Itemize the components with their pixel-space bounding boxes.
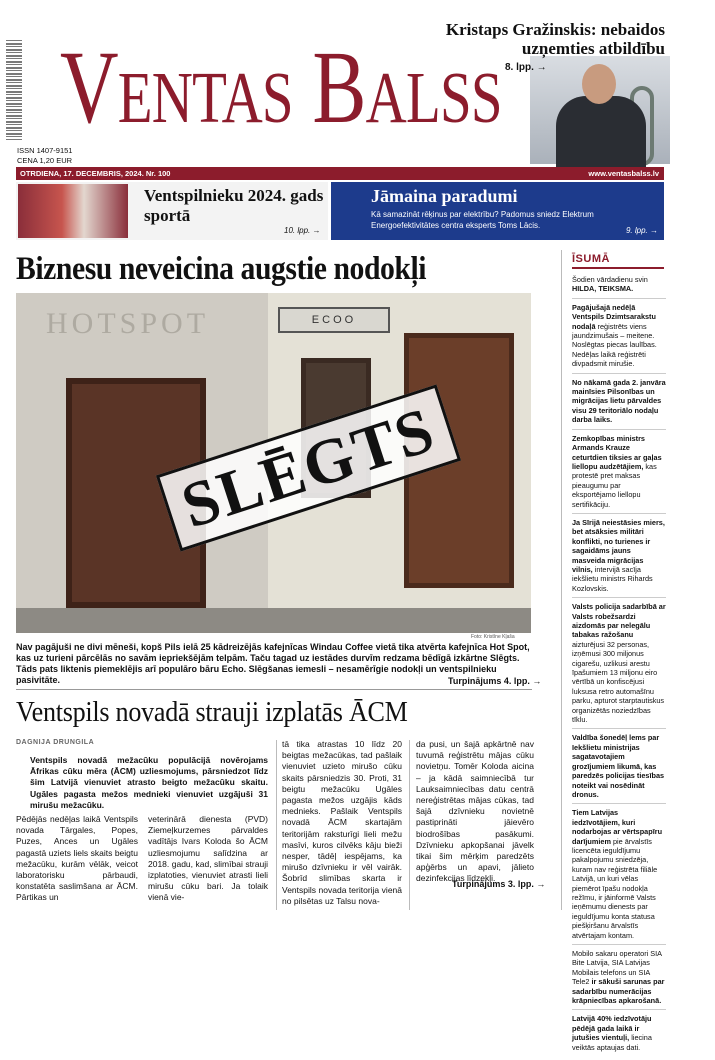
brief-bold-text: No nākamā gada 2. janvāra mainīsies Pilsonības un migrācijas lietu pārvaldes visu 29 teritoriālo nodaļu darba laiks. — [572, 377, 666, 425]
article-column-2: veterinārā dienesta (PVD) Ziemeļkurzemes pārvaldes vadītājs Ivars Koloda šo ĀCM uzliesmojumu salīdzina ar 2018. gadu, kad, slimībai strauji izplatoties, vienuviet atrasti lieli mirušu cūku bari. Ja tolaik vienā vie- — [148, 814, 268, 903]
brief-text: Šodien vārdadienu svin — [572, 275, 648, 284]
photo-credit: Foto: Kristīne Kļaša — [471, 634, 515, 640]
habits-teaser-page: 9. lpp. → — [625, 226, 658, 235]
issue-date: OTRDIENA, 17. DECEMBRIS, 2024. Nr. 100 — [20, 169, 171, 178]
second-lead: Ventspils novadā mežacūku populācijā novērojams Āfrikas cūku mēra (ĀCM) uzliesmojums, pārsniedzot līdz šim Latvijā vienuviet atrasto beigto mežacūku skaitu. Ugāles pagasta mežos mednieki vienuviet uzgājuši 31 mirušu mežacūku. — [30, 755, 268, 810]
news-brief-item[interactable] — [572, 1014, 666, 1056]
brief-bold-text: Zemkopības ministrs Armands Krauze ceturtdien tiksies ar gaļas liellopu audzētājiem, — [572, 433, 662, 471]
habits-teaser-text: Kā samazināt rēķinus par elektrību? Padomus sniedz Elektrum Energoefektivitātes centra eksperts Toms Lācis. — [371, 210, 594, 230]
website-link[interactable]: www.ventasbalss.lv — [588, 169, 659, 178]
lead-headline[interactable]: Biznesu neveicina augstie nodokļi — [16, 251, 427, 287]
news-brief-item[interactable] — [572, 602, 666, 729]
promo-headline[interactable]: Kristaps Gražinskis: nebaidos uzņemties atbildību — [445, 20, 665, 58]
article-column-1: Pēdējās nedēļas laikā Ventspils novada Tārgales, Popes, Puzes, Ances un Ugāles pagastā uziets liels skaits beigtu mežacūku, kurām vēlāk, veicot laboratorisku pārbaudi, konstatēta saslimšana ar ĀCM. Pārtikas un — [16, 814, 138, 903]
brief-text: reģistrēts viens jaundzimušais – meitene. Noslēgtas piecas laulības. Nedēļas laikā reģistrēti divpadsmit mirušie. — [572, 321, 657, 369]
closed-stamp: SLĒGTS — [156, 384, 461, 551]
section-divider — [16, 689, 532, 690]
sport-teaser-title: Ventspilnieku 2024. gads sportā — [144, 186, 324, 225]
sport-teaser[interactable] — [16, 182, 328, 240]
brief-bold-text: Pagājušajā nedēļā Ventspils Dzimtsarakstu nodaļā — [572, 302, 656, 331]
lead-continued-link[interactable]: Turpinājums 4. lpp. → — [448, 676, 542, 686]
barcode — [6, 40, 22, 140]
column-rule — [409, 740, 410, 910]
news-brief-item[interactable] — [572, 733, 666, 804]
date-bar — [16, 167, 664, 180]
article-column-4: da pusi, un šajā apkārtnē nav tuvumā reģistrētu mājas cūku novietņu. Tomēr Koloda aicina – ja kādā saimniecībā tur Lauksaimniecības datu centrā nereģistrētas mājas cūkas, tad šajā dzīvnieku novietnē pastiprināti jāievēro biodrošības pasākumi. Dzīvnieku apkopšanai jāvelk tikai šim mērķim paredzēts apģērbs un apavi, jālieto dezinfekcijas līdzekļi. — [416, 739, 534, 884]
brief-bold-text: Ja Sīrijā neiestāsies miers, bet atsāksies militāri konflikti, no turienes ir sagaidāms jauns masveida migrācijas vilnis, — [572, 517, 665, 574]
promo-photo[interactable] — [530, 56, 670, 164]
price-label: CENA 1,20 EUR — [17, 156, 73, 165]
lead-photo[interactable] — [16, 293, 531, 633]
habits-teaser-title: Jāmaina paradumi — [371, 186, 518, 206]
brief-text: intervijā sacīja iekšlietu ministrs Rihards Kozlovskis. — [572, 564, 653, 593]
news-brief-item[interactable] — [572, 303, 666, 374]
brief-text: Mobilo sakaru operatori SIA Bite Latvija, SIA Latvijas Mobilais telefons un SIA Tele2 — [572, 949, 662, 987]
sidebar-heading: ĪSUMĀ — [572, 253, 610, 265]
news-brief-item[interactable] — [572, 378, 666, 430]
brief-text: kas protestē pret maksas pieaugumu par eksportējamo liellopu sertifikāciju. — [572, 461, 657, 509]
brief-text: pie ārvalstīs licencēta ieguldījumu pakalpojumu sniedzēja, kuram nav reģistrēta filiāle Latvijā, un kuri vēlas piemērot īpašu nodokļa režīmu, ir jāinformē Valsts ieņēmumu dienests par ieguldījumu konta statusa piešķiršanu ārvalstīs atvērtajam kontam. — [572, 836, 658, 940]
column-rule — [276, 740, 277, 910]
news-brief-item[interactable] — [572, 518, 666, 598]
habits-teaser[interactable] — [331, 182, 664, 240]
news-brief-list — [572, 275, 666, 1060]
sidebar-rule-vertical — [561, 250, 562, 910]
second-headline[interactable]: Ventspils novadā strauji izplatās ĀCM — [16, 696, 408, 728]
byline: DAGNIJA DRUNGILA — [16, 739, 95, 746]
ecoo-sign: ECOO — [278, 307, 390, 333]
issn-label: ISSN 1407-9151 — [17, 146, 73, 155]
person-head-image — [582, 64, 616, 104]
sidebar-heading-rule — [572, 267, 664, 269]
promo-page-ref[interactable]: 8. lpp. → — [505, 62, 547, 73]
news-brief-item[interactable] — [572, 808, 666, 945]
brief-text: liecina veiktās aptaujas dati. — [572, 1033, 652, 1052]
hotspot-sign: HOTSPOT — [46, 307, 210, 340]
brief-bold-text: Valdība šonedēļ lems par Iekšlietu ministrijas sagatavotajiem grozījumiem likumā, kas paredzēs policijas tiesības noteikt vai nosēdināt dronus. — [572, 733, 665, 799]
brief-bold-text: Latvijā 40% iedzīvotāju pēdējā gada laikā ir jutušies vientuļi, — [572, 1014, 652, 1043]
news-brief-item[interactable] — [572, 434, 666, 514]
brief-bold-end: HILDA, TEIKSMA. — [572, 284, 634, 294]
article-column-3: tā tika atrastas 10 līdz 20 beigtas mežacūkas, tad pašlaik vienuviet uzieto mirušo cūku skaits pārsniedzis 30. Proti, 31 beigtu mežacūku Ugāles pagasta mežos uzgājis kāds mednieks. Pašlaik Ventspils novadā ĀCM skartajām teritorijām raksturīgi lieli mežu masīvi, kuros cilvēks kāju bieži nesper, tādēļ iespējams, ka mirušo dzīvnieku ir vēl vairāk. Šobrīd slimības skarta ir Ventspils novada teritorija vienā no pilsētas uz Talsu nova- — [282, 739, 402, 906]
brief-bold-end: ir sākuši sarunas par sadarbību numerācijas krāpniecības apkarošanā. — [572, 977, 665, 1006]
lead-caption: Nav pagājuši ne divi mēneši, kopš Pils ielā 25 kādreizējās kafejnīcas Windau Coffee vietā tika atvērta kafejnīca Hot Spot, kas uz turieni pārcēlās no savām iepriekšējām telpām. Taču tagad uz iestādes durvīm redzama bēdīgā izkārtne Slēgts. Tāds pats liktenis piemeklējis arī populāro bāru Echo. Slēgšanas iemesli – nesamērīgie nodokļi un ventspilnieku pasivitāte. — [16, 642, 530, 685]
brief-bold-text: Tiem Latvijas iedzīvotājiem, kuri nodarbojas ar vērtspapīru darījumiem — [572, 808, 663, 846]
pavement — [16, 608, 531, 633]
second-continued-link[interactable]: Turpinājums 3. lpp. → — [452, 879, 546, 889]
sport-teaser-page: 10. lpp. → — [284, 226, 321, 235]
brief-bold-text: Valsts policija sadarbībā ar Valsts robežsardzi aizdomās par nelegālu tabakas ražošanu — [572, 602, 666, 640]
newspaper-logo[interactable]: Ventas Balss — [60, 30, 502, 145]
brief-text: aizturējusi 32 personas, izņēmusi 300 miljonus cigarešu, uzlikusi arestu īpašumiem 13 miljonu eiro vērtībā un konfiscējusi luksusa retro automašīnu parku, apturot starptautiskus organizētās noziedzības tīklu. — [572, 639, 665, 725]
person-body-image — [556, 96, 646, 176]
athlete-photo — [18, 184, 128, 238]
news-brief-item[interactable] — [572, 949, 666, 1010]
news-brief-item[interactable] — [572, 275, 666, 299]
